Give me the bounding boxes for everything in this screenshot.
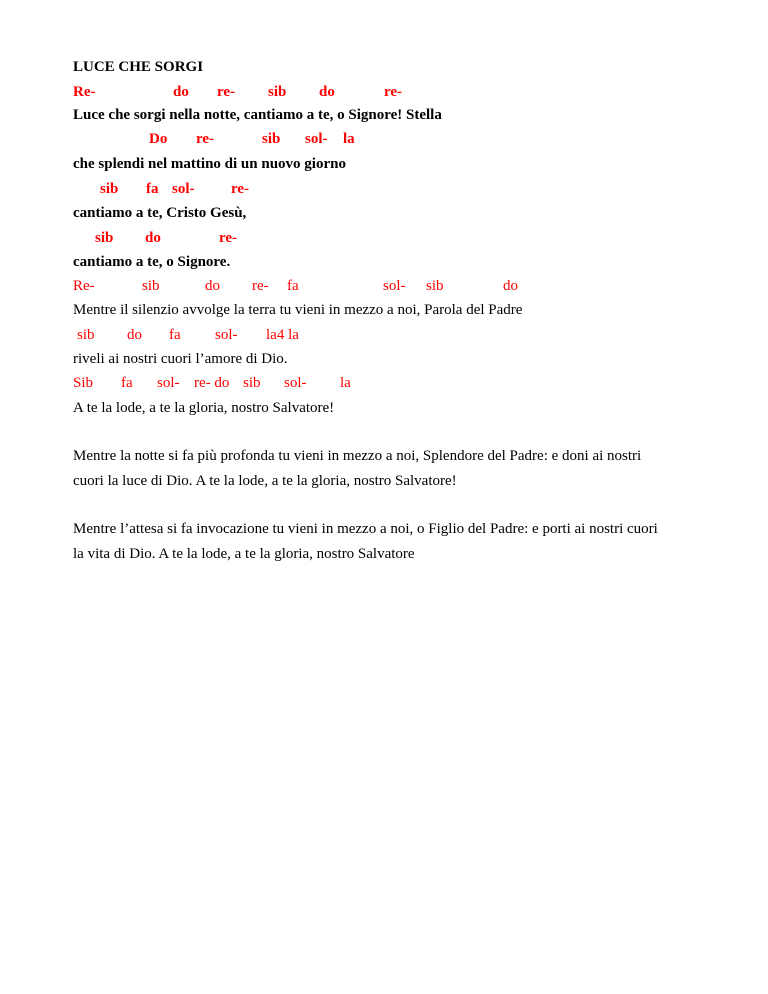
- chord: la4 la: [266, 327, 299, 343]
- chord: re-: [231, 181, 250, 197]
- paragraph-line: la vita di Dio. A te la lode, a te la gloria, nostro Salvatore: [73, 546, 415, 562]
- chord: re-: [252, 278, 269, 294]
- chord: do: [127, 327, 142, 343]
- chord: sib: [426, 278, 444, 294]
- chord: sol-: [157, 375, 180, 391]
- chord: fa: [287, 278, 299, 294]
- chord: sib: [77, 327, 95, 343]
- paragraph-line: cuori la luce di Dio. A te la lode, a te la gloria, nostro Salvatore!: [73, 473, 457, 489]
- chord: Sib: [73, 375, 94, 391]
- chord: sol-: [172, 181, 195, 197]
- lyric-line: Luce che sorgi nella notte, cantiamo a te, o Signore! Stella: [73, 107, 442, 123]
- chord: do: [319, 84, 335, 100]
- chord: re-: [384, 84, 403, 100]
- chord: do: [503, 278, 518, 294]
- chord: re-: [219, 230, 238, 246]
- chord: la: [340, 375, 351, 391]
- chord: sib: [262, 131, 281, 147]
- lyric-line: che splendi nel mattino di un nuovo giorno: [73, 156, 346, 172]
- chord: fa: [146, 181, 159, 197]
- chord: fa: [121, 375, 133, 391]
- chord: sol-: [284, 375, 307, 391]
- chord: sib: [268, 84, 287, 100]
- chord: la: [343, 131, 355, 147]
- chord: sib: [95, 230, 114, 246]
- chord: do: [205, 278, 220, 294]
- chord: sol-: [383, 278, 406, 294]
- chord: sib: [142, 278, 160, 294]
- chord: do: [173, 84, 189, 100]
- lyric-line: A te la lode, a te la gloria, nostro Salvatore!: [73, 400, 335, 416]
- chord: sib: [243, 375, 261, 391]
- chord: Re-: [73, 278, 95, 294]
- chord: sol-: [215, 327, 238, 343]
- song-title: LUCE CHE SORGI: [73, 59, 204, 75]
- paragraph-line: Mentre l’attesa si fa invocazione tu vieni in mezzo a noi, o Figlio del Padre: e porti ai nostri cuori: [73, 521, 658, 537]
- lyric-line: Mentre il silenzio avvolge la terra tu vieni in mezzo a noi, Parola del Padre: [73, 302, 523, 318]
- chord: fa: [169, 327, 181, 343]
- lyric-line: riveli ai nostri cuori l’amore di Dio.: [73, 351, 288, 367]
- lyric-line: cantiamo a te, Cristo Gesù,: [73, 205, 247, 221]
- chord: re-: [217, 84, 236, 100]
- chord: re- do: [194, 375, 230, 391]
- chord: sol-: [305, 131, 328, 147]
- chord: Do: [149, 131, 168, 147]
- chord: do: [145, 230, 161, 246]
- chord: re-: [196, 131, 215, 147]
- paragraph-line: Mentre la notte si fa più profonda tu vieni in mezzo a noi, Splendore del Padre: e doni ai nostri: [73, 448, 642, 464]
- chord: Re-: [73, 84, 96, 100]
- chord: sib: [100, 181, 119, 197]
- lyric-line: cantiamo a te, o Signore.: [73, 254, 231, 270]
